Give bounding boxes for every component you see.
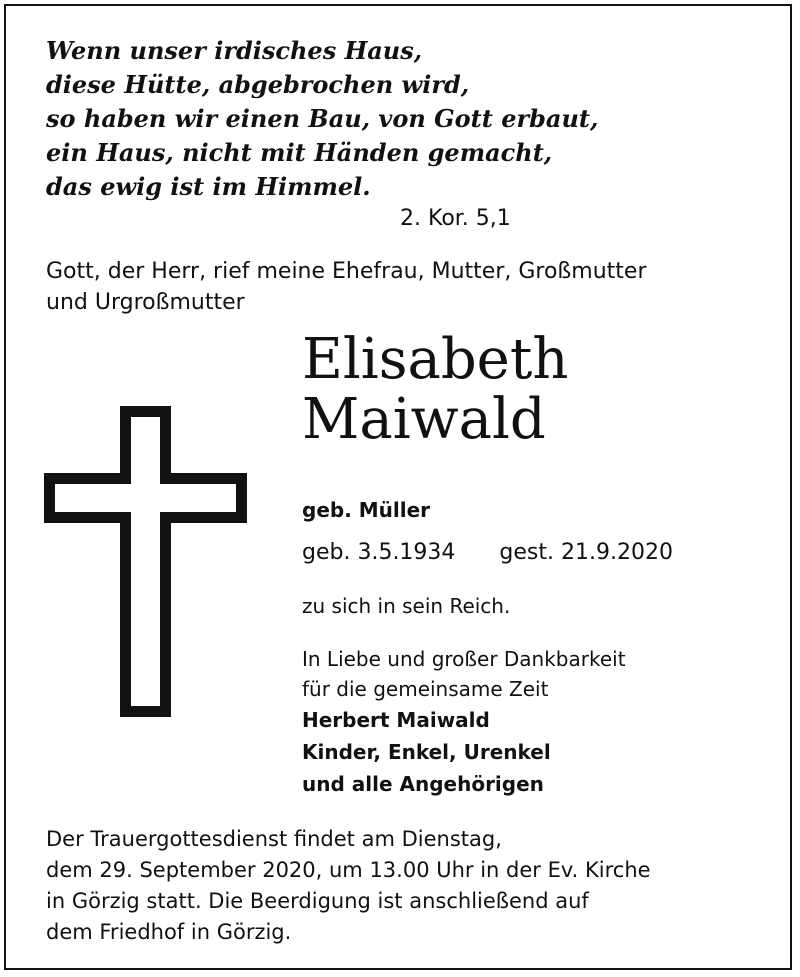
tribute-line: In Liebe und großer Dankbarkeit <box>302 647 626 671</box>
tribute-text <box>302 644 626 704</box>
bible-verse <box>46 34 598 204</box>
service-info <box>46 824 651 948</box>
verse-line: diese Hütte, abgebrochen wird, <box>46 70 470 99</box>
mourner-line: Herbert Maiwald <box>302 708 490 732</box>
service-line: in Görzig statt. Die Beerdigung ist anschließend auf <box>46 889 589 913</box>
life-dates <box>302 538 673 568</box>
verse-line: Wenn unser irdisches Haus, <box>46 36 423 65</box>
service-line: dem Friedhof in Görzig. <box>46 920 292 944</box>
called-home-text: zu sich in sein Reich. <box>302 594 511 618</box>
cross-icon <box>44 406 247 717</box>
death-date: gest. 21.9.2020 <box>499 540 673 565</box>
tribute-line: für die gemeinsame Zeit <box>302 677 549 701</box>
verse-line: ein Haus, nicht mit Händen gemacht, <box>46 138 553 167</box>
maiden-name: geb. Müller <box>302 498 431 522</box>
verse-reference: 2. Kor. 5,1 <box>400 206 511 231</box>
mourner-line: Kinder, Enkel, Urenkel <box>302 740 551 764</box>
intro-line: und Urgroßmutter <box>46 290 245 315</box>
intro-line: Gott, der Herr, rief meine Ehefrau, Mutter, Großmutter <box>46 259 647 284</box>
service-line: Der Trauergottesdienst findet am Dienstag, <box>46 827 502 851</box>
intro-text <box>46 256 647 318</box>
last-name: Maiwald <box>302 387 546 452</box>
verse-line: das ewig ist im Himmel. <box>46 172 371 201</box>
mourners-list <box>302 704 551 800</box>
deceased-name <box>302 327 569 452</box>
verse-line: so haben wir einen Bau, von Gott erbaut, <box>46 104 599 133</box>
birth-date: geb. 3.5.1934 <box>302 540 456 565</box>
first-name: Elisabeth <box>302 327 569 392</box>
service-line: dem 29. September 2020, um 13.00 Uhr in der Ev. Kirche <box>46 858 651 882</box>
mourner-line: und alle Angehörigen <box>302 772 544 796</box>
